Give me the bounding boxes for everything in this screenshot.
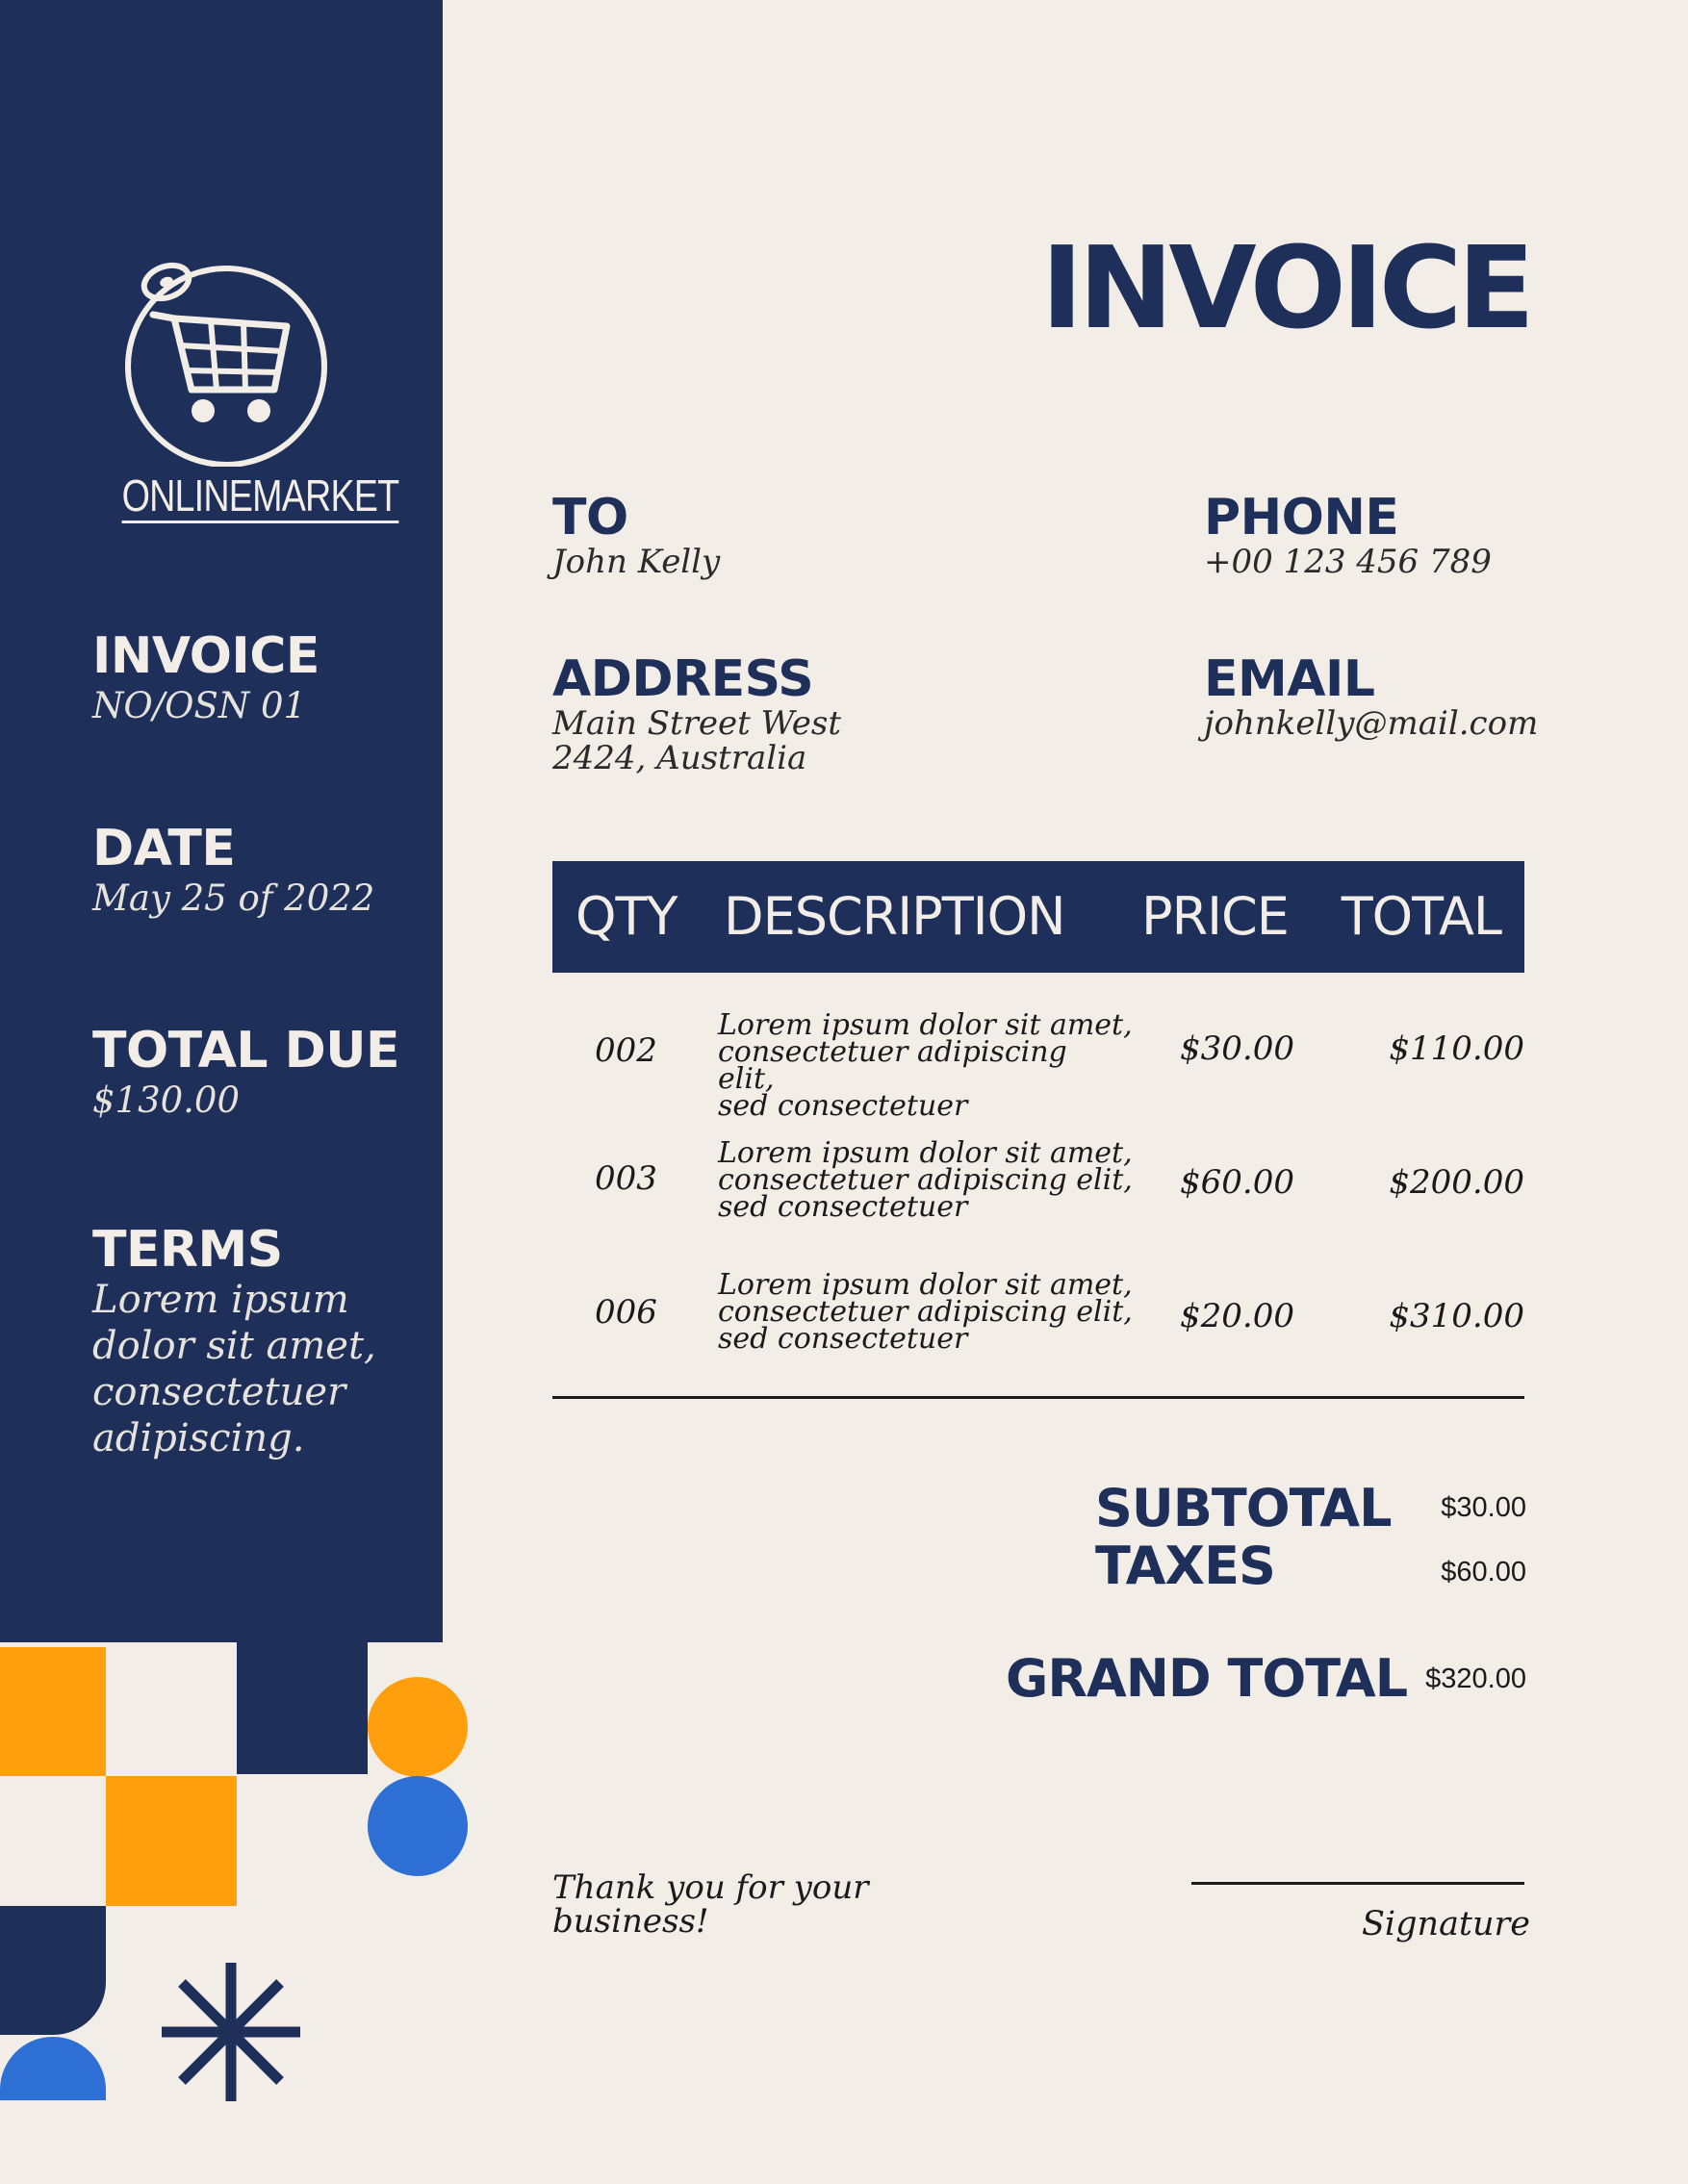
terms-block: [92, 1221, 376, 1461]
table-row: [552, 1136, 1524, 1256]
to-value: John Kelly: [552, 543, 721, 582]
invoice-number-block: [92, 627, 320, 728]
description-line: sed consectetuer: [718, 1089, 968, 1123]
description-line: consectetuer adipiscing elit,: [718, 1295, 1133, 1329]
description-line: elit,: [718, 1062, 775, 1096]
page-title: INVOICE: [1040, 221, 1530, 354]
table-row: [552, 1268, 1524, 1387]
table-divider: [552, 1396, 1524, 1399]
asterisk-icon: [160, 1961, 302, 2103]
invoice-number-value: NO/OSN 01: [92, 684, 307, 726]
brand-logo: [91, 255, 399, 523]
terms-line: dolor sit amet,: [92, 1323, 376, 1368]
decor-orange-circle: [368, 1677, 468, 1777]
to-block: [552, 491, 720, 580]
row-description: [718, 1268, 1141, 1356]
email-block: [1204, 652, 1538, 742]
subtotal-value: $30.00: [1441, 1492, 1526, 1523]
table-header: [552, 861, 1524, 973]
invoice-number-label: INVOICE: [92, 627, 320, 685]
date-label: DATE: [92, 820, 236, 877]
taxes-value: $60.00: [1441, 1557, 1526, 1587]
thank-you-note: [552, 1868, 918, 1941]
taxes-label: TAXES: [1095, 1536, 1275, 1596]
terms-line: Lorem ipsum: [92, 1277, 349, 1322]
terms-label: TERMS: [92, 1221, 283, 1279]
row-description: [718, 1008, 1141, 1123]
address-line: Main Street West: [552, 704, 841, 744]
terms-text: [92, 1277, 376, 1461]
signature-label: Signature: [1361, 1905, 1530, 1943]
decor-navy-half-shape: [0, 1906, 106, 2035]
date-value: May 25 of 2022: [92, 876, 375, 919]
decor-orange-square: [0, 1647, 106, 1776]
date-block: [92, 820, 375, 921]
decor-navy-square: [237, 1642, 368, 1774]
row-qty: 006: [595, 1293, 657, 1332]
address-label: ADDRESS: [552, 650, 814, 708]
email-label: EMAIL: [1204, 650, 1375, 708]
description-line: Lorem ipsum dolor sit amet,: [718, 1268, 1133, 1302]
phone-label: PHONE: [1204, 489, 1399, 546]
grand-total-value: $320.00: [1425, 1663, 1526, 1694]
address-line: 2424, Australia: [552, 738, 807, 777]
terms-line: adipiscing.: [92, 1415, 305, 1460]
total-due-label: TOTAL DUE: [92, 1022, 400, 1079]
column-header-description: DESCRIPTION: [724, 886, 1065, 947]
grand-total-label: GRAND TOTAL: [1006, 1648, 1408, 1709]
description-line: consectetuer adipiscing: [718, 1035, 1067, 1069]
phone-value: +00 123 456 789: [1204, 543, 1492, 582]
total-due-value: $130.00: [92, 1079, 241, 1121]
column-header-total: TOTAL: [1341, 886, 1501, 947]
description-line: consectetuer adipiscing elit,: [718, 1163, 1133, 1197]
row-total: $200.00: [1389, 1163, 1524, 1202]
thank-you-line: business!: [552, 1902, 709, 1941]
total-due-block: [92, 1022, 400, 1123]
row-total: $110.00: [1389, 1029, 1524, 1068]
row-price: $30.00: [1180, 1029, 1294, 1068]
row-price: $60.00: [1180, 1163, 1294, 1202]
table-row: [552, 1008, 1524, 1128]
row-price: $20.00: [1180, 1297, 1294, 1335]
phone-block: [1204, 491, 1492, 580]
decor-blue-circle: [368, 1776, 468, 1876]
to-label: TO: [552, 489, 628, 546]
row-qty: 002: [595, 1031, 657, 1070]
decor-orange-square: [106, 1776, 237, 1906]
signature-line: [1191, 1882, 1524, 1885]
description-line: sed consectetuer: [718, 1322, 968, 1356]
column-header-price: PRICE: [1141, 886, 1289, 947]
description-line: Lorem ipsum dolor sit amet,: [718, 1136, 1133, 1170]
subtotal-label: SUBTOTAL: [1095, 1478, 1392, 1538]
address-block: [552, 652, 841, 776]
row-total: $310.00: [1389, 1297, 1524, 1335]
row-description: [718, 1136, 1141, 1224]
brand-name: ONLINEMARKET: [122, 472, 399, 523]
sidebar: [0, 0, 443, 1642]
email-value: johnkelly@mail.com: [1204, 704, 1539, 744]
shopping-cart-icon: [118, 255, 330, 467]
description-line: sed consectetuer: [718, 1190, 968, 1224]
decor-blue-half-circle: [0, 2037, 106, 2100]
thank-you-line: Thank you for your: [552, 1868, 869, 1907]
row-qty: 003: [595, 1159, 657, 1198]
terms-line: consectetuer: [92, 1369, 346, 1414]
description-line: Lorem ipsum dolor sit amet,: [718, 1008, 1133, 1042]
column-header-qty: QTY: [575, 886, 678, 947]
